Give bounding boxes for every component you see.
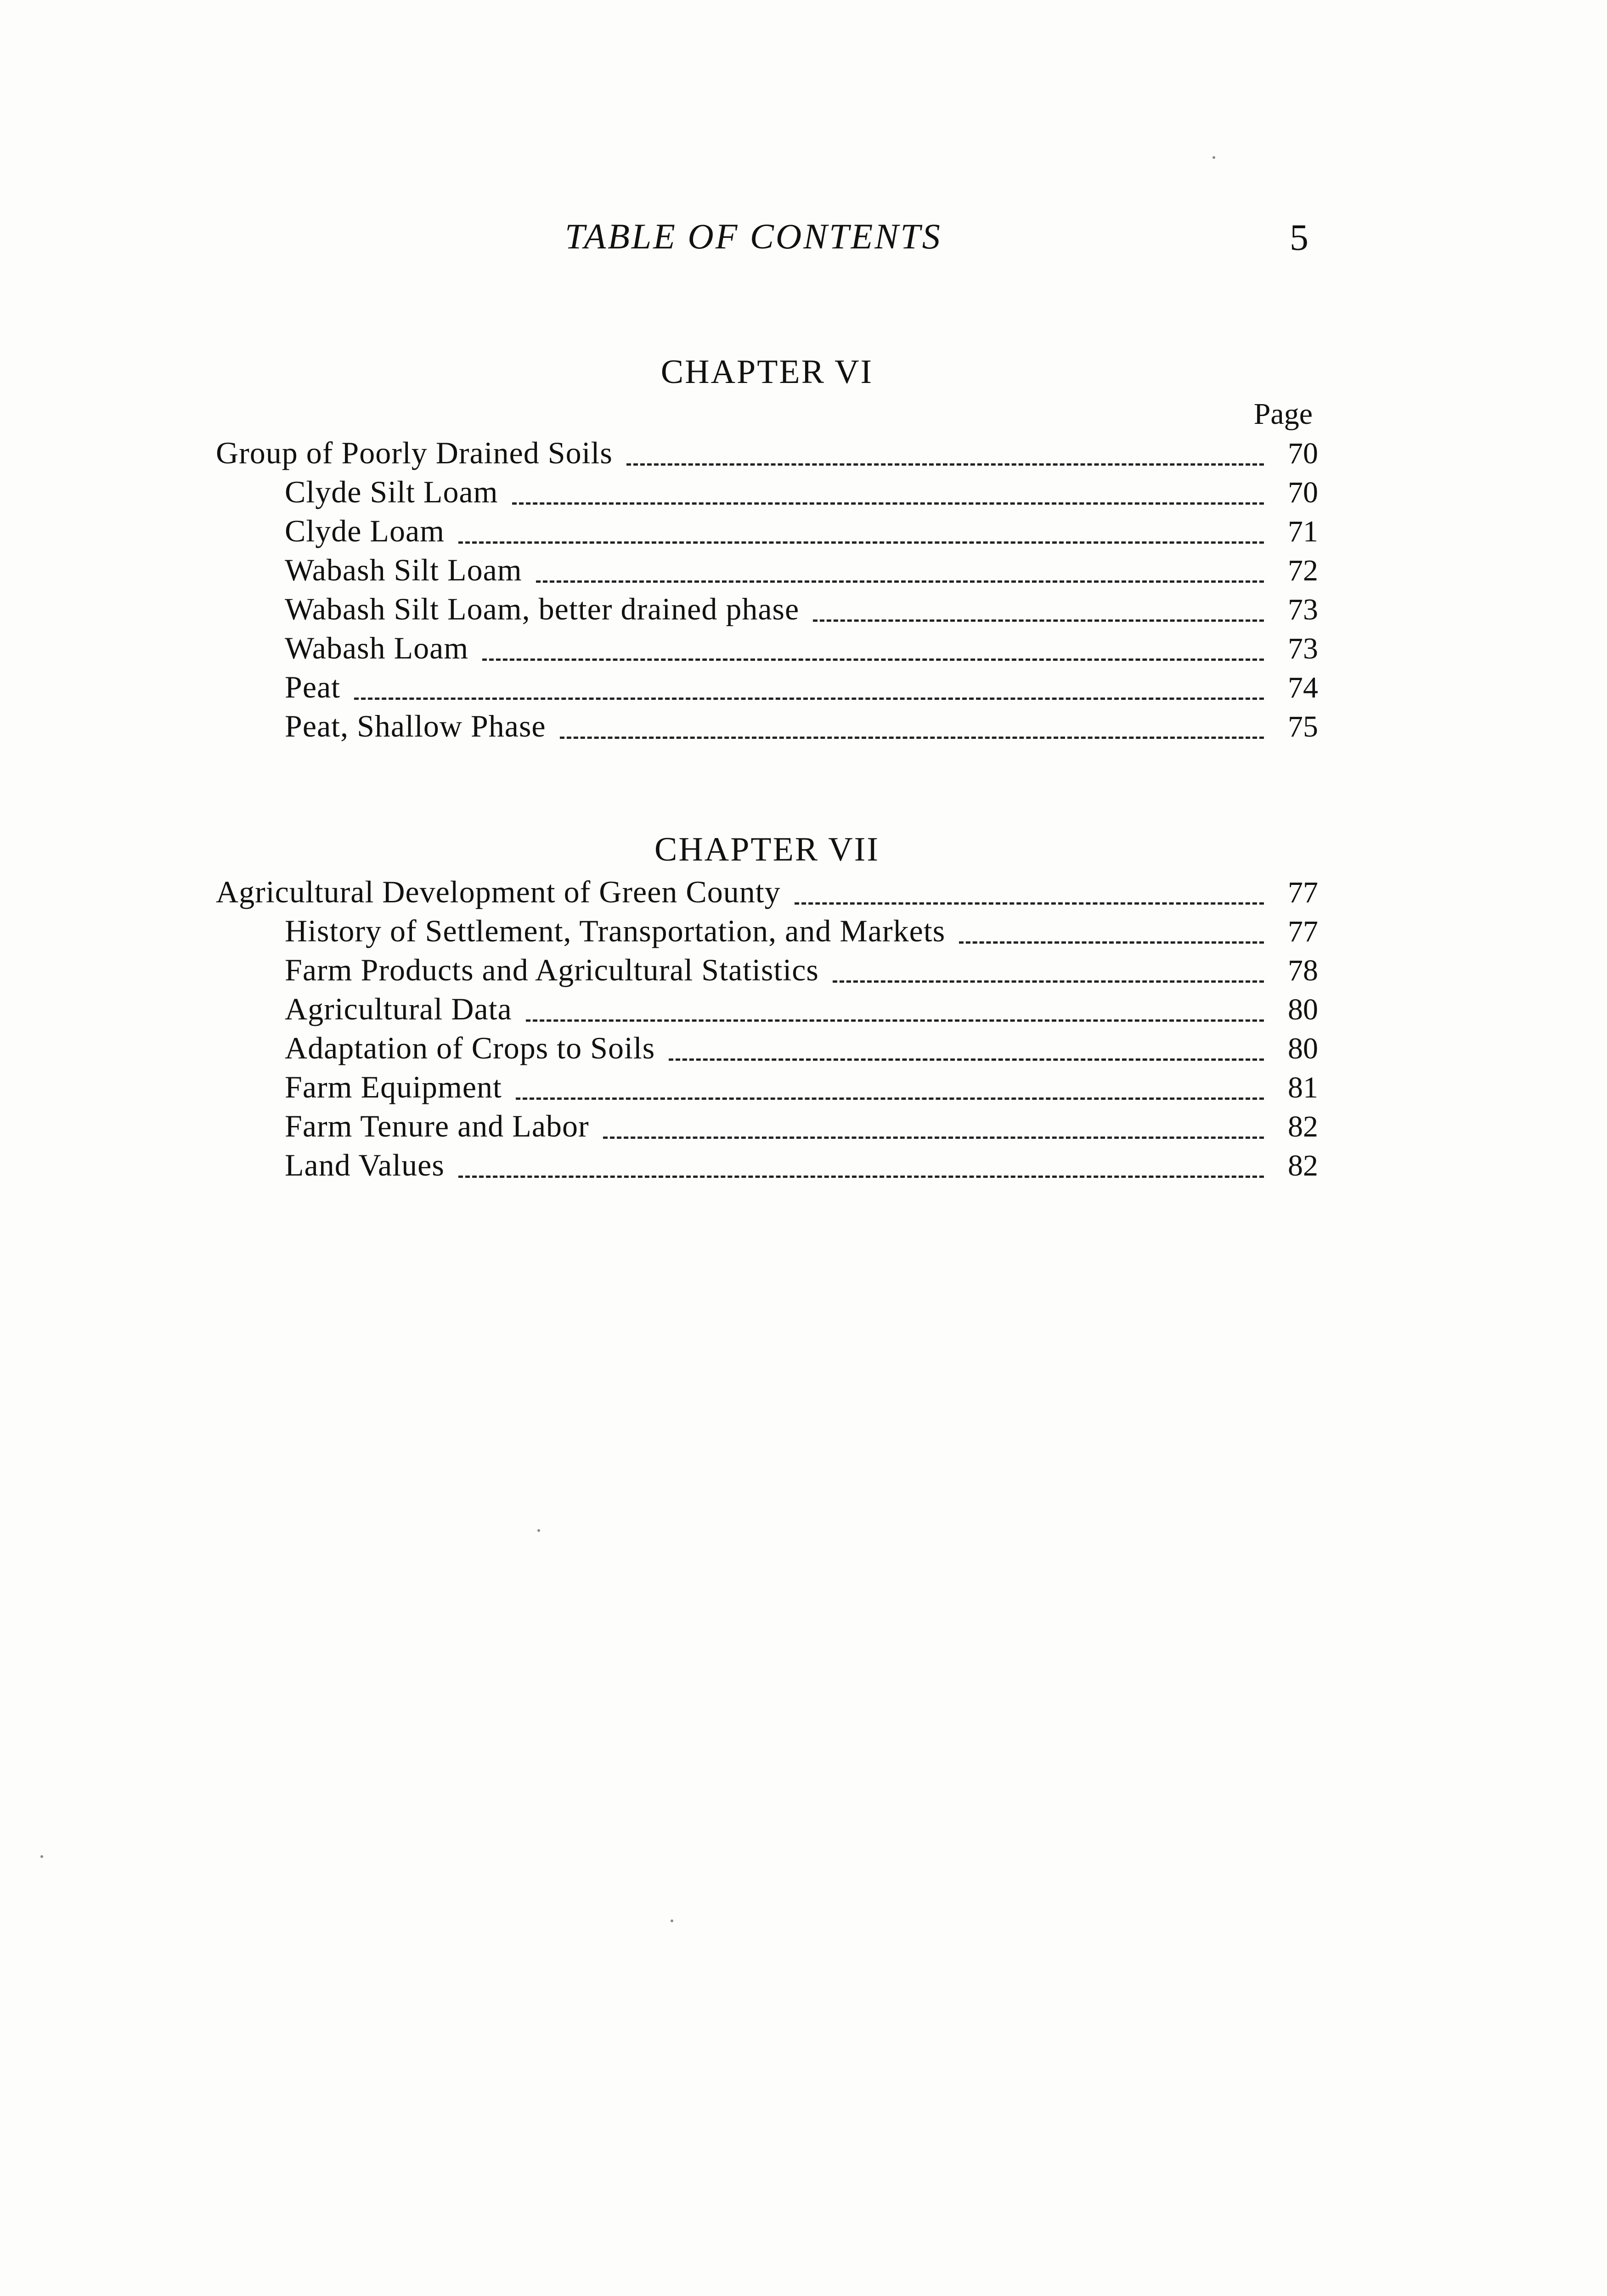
dot-leader: [354, 695, 1264, 700]
toc-entry-label: Peat, Shallow Phase: [285, 709, 546, 743]
toc-entry-page: 73: [1288, 632, 1318, 665]
toc-entry-page: 80: [1288, 993, 1318, 1026]
dot-leader: [458, 539, 1264, 544]
dot-leader: [669, 1056, 1264, 1061]
running-head-title: TABLE OF CONTENTS: [565, 216, 942, 256]
toc-entry-label: Wabash Silt Loam, better drained phase: [285, 591, 800, 626]
toc-entry-page: 73: [1288, 593, 1318, 626]
toc-entry-page: 74: [1288, 671, 1318, 704]
toc-entry-adaptation-of-crops: [216, 1029, 1318, 1068]
dot-leader: [536, 578, 1264, 583]
scan-speck: [40, 1855, 43, 1858]
toc-entry-page: 82: [1288, 1110, 1318, 1143]
toc-entry-clyde-loam: [216, 512, 1318, 551]
toc-entry-page: 72: [1288, 554, 1318, 587]
toc-entry-label: Farm Equipment: [285, 1069, 502, 1104]
toc-entry-page: 80: [1288, 1032, 1318, 1065]
page-number: 5: [1290, 216, 1308, 258]
toc-entry-page: 81: [1288, 1071, 1318, 1104]
toc-entry-page: 77: [1288, 876, 1318, 909]
chapter-vii-section: [216, 827, 1318, 1185]
toc-entry-page: 82: [1288, 1149, 1318, 1182]
dot-leader: [516, 1095, 1264, 1100]
dot-leader: [560, 734, 1264, 739]
toc-entry-label: Farm Products and Agricultural Statistics: [285, 952, 819, 987]
toc-entry-label: Peat: [285, 670, 341, 704]
toc-entry-page: 78: [1288, 954, 1318, 987]
toc-entry-label: Wabash Loam: [285, 630, 469, 665]
dot-leader: [603, 1134, 1264, 1139]
running-head: [0, 216, 1607, 266]
toc-entry-label: Agricultural Development of Green County: [216, 874, 781, 909]
toc-entry-page: 77: [1288, 915, 1318, 948]
dot-leader: [959, 939, 1264, 944]
toc-entry-peat: [216, 668, 1318, 707]
toc-entry-label: Adaptation of Crops to Soils: [285, 1030, 655, 1065]
chapter-vii-heading: CHAPTER VII: [654, 831, 880, 868]
toc-entry-label: Clyde Loam: [285, 513, 445, 548]
chapter-vi-section: [216, 349, 1318, 746]
toc-entry-farm-equipment: [216, 1068, 1318, 1107]
dot-leader: [512, 500, 1264, 505]
toc-entry-history-of-settlement: [216, 912, 1318, 951]
toc-entry-label: History of Settlement, Transportation, and Markets: [285, 913, 946, 948]
dot-leader: [795, 900, 1264, 905]
toc-entry-farm-tenure: [216, 1107, 1318, 1146]
toc-entry-label: Clyde Silt Loam: [285, 474, 498, 509]
dot-leader: [458, 1173, 1264, 1178]
toc-entry-agricultural-data: [216, 990, 1318, 1029]
toc-entry-land-values: [216, 1146, 1318, 1185]
toc-entry-wabash-loam: [216, 629, 1318, 668]
toc-entry-page: 71: [1288, 515, 1318, 548]
dot-leader: [526, 1017, 1264, 1022]
toc-entry-wabash-silt-loam-better-drained: [216, 590, 1318, 629]
dot-leader: [626, 461, 1264, 466]
scan-speck: [537, 1529, 540, 1532]
toc-entry-farm-products: [216, 951, 1318, 990]
toc-entry-wabash-silt-loam: [216, 551, 1318, 590]
scan-speck: [1212, 156, 1215, 159]
dot-leader: [482, 656, 1264, 661]
dot-leader: [833, 978, 1264, 983]
toc-entry-label: Wabash Silt Loam: [285, 552, 522, 587]
toc-entry-page: 70: [1288, 476, 1318, 509]
toc-entry-label: Land Values: [285, 1148, 445, 1182]
toc-entry-peat-shallow-phase: [216, 707, 1318, 746]
toc-entry-page: 70: [1288, 437, 1318, 470]
toc-entry-clyde-silt-loam: [216, 473, 1318, 512]
toc-entry-label: Group of Poorly Drained Soils: [216, 435, 613, 470]
toc-entry-label: Farm Tenure and Labor: [285, 1109, 589, 1143]
chapter-vi-heading: CHAPTER VI: [660, 353, 874, 391]
page-column-label: Page: [1253, 397, 1313, 431]
toc-entry-label: Agricultural Data: [285, 991, 512, 1026]
scan-speck: [671, 1919, 673, 1922]
toc-entry-group-of-poorly-drained-soils: [216, 433, 1318, 473]
toc-entry-agricultural-development: [216, 872, 1318, 912]
toc-entry-page: 75: [1288, 710, 1318, 743]
dot-leader: [813, 617, 1264, 622]
